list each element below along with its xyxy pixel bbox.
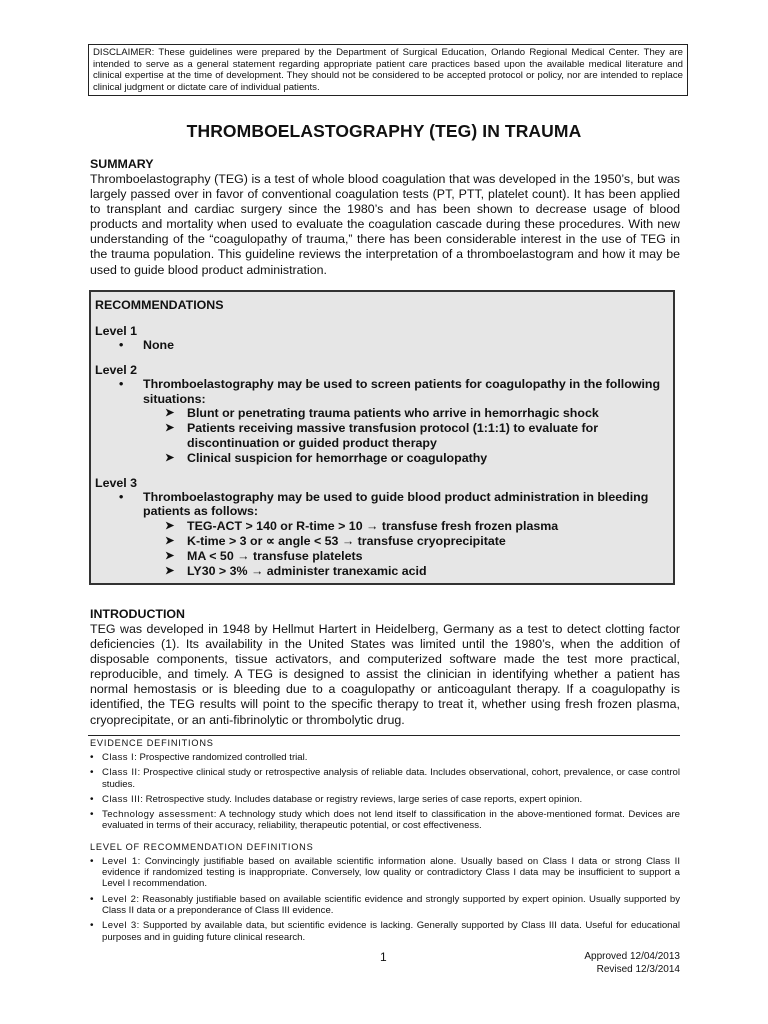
level-1-bullet bbox=[119, 338, 669, 353]
arrow-bullet-icon: ➤ bbox=[165, 549, 175, 562]
disclaimer-text: DISCLAIMER: These guidelines were prepared by the Department of Surgical Education, Orlando Regional Medical Center. They are intended to serve as a general statement regarding appropriate patient care practices based upon the available medical literature and clinical expertise at the time of development. They should not be considered to be accepted protocol or policy, nor are intended to replace clinical judgment or dictate care of individual patients. bbox=[93, 47, 683, 93]
definition-key: Level 3 bbox=[102, 920, 137, 932]
bullet-icon: • bbox=[119, 489, 124, 504]
definition-key: Class I bbox=[102, 752, 135, 763]
level-3-bullet bbox=[119, 490, 669, 520]
introduction-text: TEG was developed in 1948 by Hellmut Hartert in Heidelberg, Germany as a test to detect clotting factor deficiencies (1). Its availability in the United States was limited until the 1980’s, when the addition of disposable components, tissue activators, and computerized software made the test more practical, reproducible, and timely. A TEG is designed to assist the clinician in identifying whether a patient has normal hemostasis or is bleeding due to a coagulopathy or anticoagulant therapy. If a coagulopathy is identified, the TEG results will point to the specific therapy to treat it, whether using fresh frozen plasma, cryoprecipitate, or an anti-fibrinolytic or thrombolytic drug. bbox=[90, 622, 680, 727]
revised-date: Revised 12/3/2014 bbox=[596, 963, 680, 975]
level-2-bullet-text: Thromboelastography may be used to screen patients for coagulopathy in the following situations: bbox=[143, 376, 661, 406]
definition-text: : Prospective clinical study or retrospective analysis of reliable data. Includes observational, cohort, prevalence, or case control studies. bbox=[102, 767, 680, 790]
level-3-sub-text: MA < 50 → transfuse platelets bbox=[187, 548, 363, 563]
level-2-sub-text: Clinical suspicion for hemorrhage or coagulopathy bbox=[187, 450, 488, 465]
disclaimer-box bbox=[88, 44, 688, 96]
level-2-sub-item bbox=[165, 451, 669, 466]
level-3-sub-text: TEG-ACT > 140 or R-time > 10 → transfuse fresh frozen plasma bbox=[187, 519, 559, 534]
section-divider bbox=[88, 735, 680, 736]
arrow-bullet-icon: ➤ bbox=[165, 451, 175, 464]
bullet-icon: • bbox=[90, 920, 94, 932]
bullet-icon: • bbox=[90, 752, 94, 763]
bullet-icon: • bbox=[119, 338, 124, 352]
level-2-sub-text: Blunt or penetrating trauma patients who arrive in hemorrhagic shock bbox=[187, 406, 599, 421]
recommendation-definition-item bbox=[90, 920, 680, 943]
evidence-definitions-heading: EVIDENCE DEFINITIONS bbox=[90, 738, 214, 748]
level-3-sub-item bbox=[165, 534, 669, 549]
level-1-bullet-text: None bbox=[143, 338, 174, 352]
definitions-section bbox=[90, 738, 680, 947]
summary-heading: SUMMARY bbox=[90, 157, 154, 171]
level-1-label: Level 1 bbox=[95, 324, 138, 338]
level-3-label: Level 3 bbox=[95, 475, 138, 490]
page-number: 1 bbox=[380, 950, 387, 964]
level-3-sub-text: LY30 > 3% → administer tranexamic acid bbox=[187, 563, 427, 578]
recommendation-definition-item bbox=[90, 856, 680, 890]
definition-key: Class II bbox=[102, 767, 138, 779]
definition-text: : Prospective randomized controlled trial. bbox=[134, 752, 308, 763]
bullet-icon: • bbox=[90, 893, 94, 905]
evidence-definition-item bbox=[90, 794, 680, 805]
bullet-icon: • bbox=[90, 855, 94, 867]
level-2-sub-item bbox=[165, 406, 669, 421]
summary-text: Thromboelastography (TEG) is a test of whole blood coagulation that was developed in the 1950’s, but was largely passed over in favor of conventional coagulation tests (PT, PTT, platelet count). It has been applied to transplant and cardiac surgery since the 1980’s and has been shown to decrease usage of blood products and mortality when used to evaluate the coagulation cascade during these procedures. With new understanding of the “coagulopathy of trauma,” there has been considerable interest in the use of TEG in the trauma population. This guideline reviews the interpretation of a thromboelastogram and how it may be used to guide blood product administration. bbox=[90, 172, 680, 277]
introduction-heading: INTRODUCTION bbox=[90, 607, 185, 621]
level-3-sub-item bbox=[165, 564, 669, 579]
definition-key: Level 2 bbox=[102, 893, 137, 905]
evidence-definition-item bbox=[90, 809, 680, 832]
arrow-bullet-icon: ➤ bbox=[165, 564, 175, 577]
level-2-sub-text: Patients receiving massive transfusion protocol (1:1:1) to evaluate for discontinuation or guided product therapy bbox=[187, 421, 599, 450]
arrow-bullet-icon: ➤ bbox=[165, 534, 175, 547]
summary-section bbox=[90, 157, 680, 278]
page-title: THROMBOELASTOGRAPHY (TEG) IN TRAUMA bbox=[186, 121, 582, 141]
footer-dates bbox=[584, 951, 680, 976]
arrow-bullet-icon: ➤ bbox=[165, 520, 175, 533]
definition-key: Technology assessment bbox=[102, 809, 214, 821]
level-3-sub-text: K-time > 3 or ∝ angle < 53 → transfuse cryoprecipitate bbox=[187, 533, 506, 548]
level-3-sub-item bbox=[165, 519, 669, 534]
evidence-definition-item bbox=[90, 752, 680, 763]
approved-date: Approved 12/04/2013 bbox=[584, 951, 680, 962]
recommendation-definition-item bbox=[90, 894, 680, 917]
level-2-bullet bbox=[119, 377, 669, 407]
recommendations-heading: RECOMMENDATIONS bbox=[95, 298, 224, 312]
introduction-section bbox=[90, 607, 680, 728]
bullet-icon: • bbox=[90, 767, 94, 779]
level-3-sub-item bbox=[165, 549, 669, 564]
arrow-bullet-icon: ➤ bbox=[165, 407, 175, 420]
arrow-bullet-icon: ➤ bbox=[165, 422, 175, 435]
definition-text: : Supported by available data, but scientific evidence is lacking. Generally supported by Class III data. Useful for educational purposes and in guiding future clinical research. bbox=[102, 920, 680, 943]
evidence-definition-item bbox=[90, 767, 680, 790]
definition-key: Level 1 bbox=[102, 855, 138, 867]
definition-text: : Reasonably justifiable based on available scientific evidence and strongly supported by expert opinion. Usually supported by Class II data or a preponderance of Class III evidence. bbox=[102, 893, 680, 916]
level-2-label: Level 2 bbox=[95, 362, 138, 377]
definition-key: Class III bbox=[102, 793, 141, 805]
recommendation-definitions-heading: LEVEL OF RECOMMENDATION DEFINITIONS bbox=[90, 841, 314, 852]
bullet-icon: • bbox=[90, 793, 94, 805]
level-3-bullet-text: Thromboelastography may be used to guide blood product administration in bleeding patients as follows: bbox=[143, 489, 649, 519]
definition-text: : Convincingly justifiable based on available scientific information alone. Usually based on Class I data or strong Class II evidence if randomized testing is inappropriate. Conversely, low quality or contradictory Class I data may be insufficient to support a Level I recommendation. bbox=[102, 855, 680, 890]
definition-text: : Retrospective study. Includes database or registry reviews, large series of case reports, expert opinion. bbox=[140, 793, 583, 805]
bullet-icon: • bbox=[90, 809, 94, 821]
bullet-icon: • bbox=[119, 376, 124, 391]
level-2-sub-item bbox=[165, 421, 669, 451]
definition-text: : A technology study which does not lend itself to classification in the above-mentioned format. Devices are evaluated in terms of their accuracy, reliability, therapeutic potential, or cost effectiveness. bbox=[102, 809, 680, 832]
recommendations-box bbox=[89, 290, 675, 585]
